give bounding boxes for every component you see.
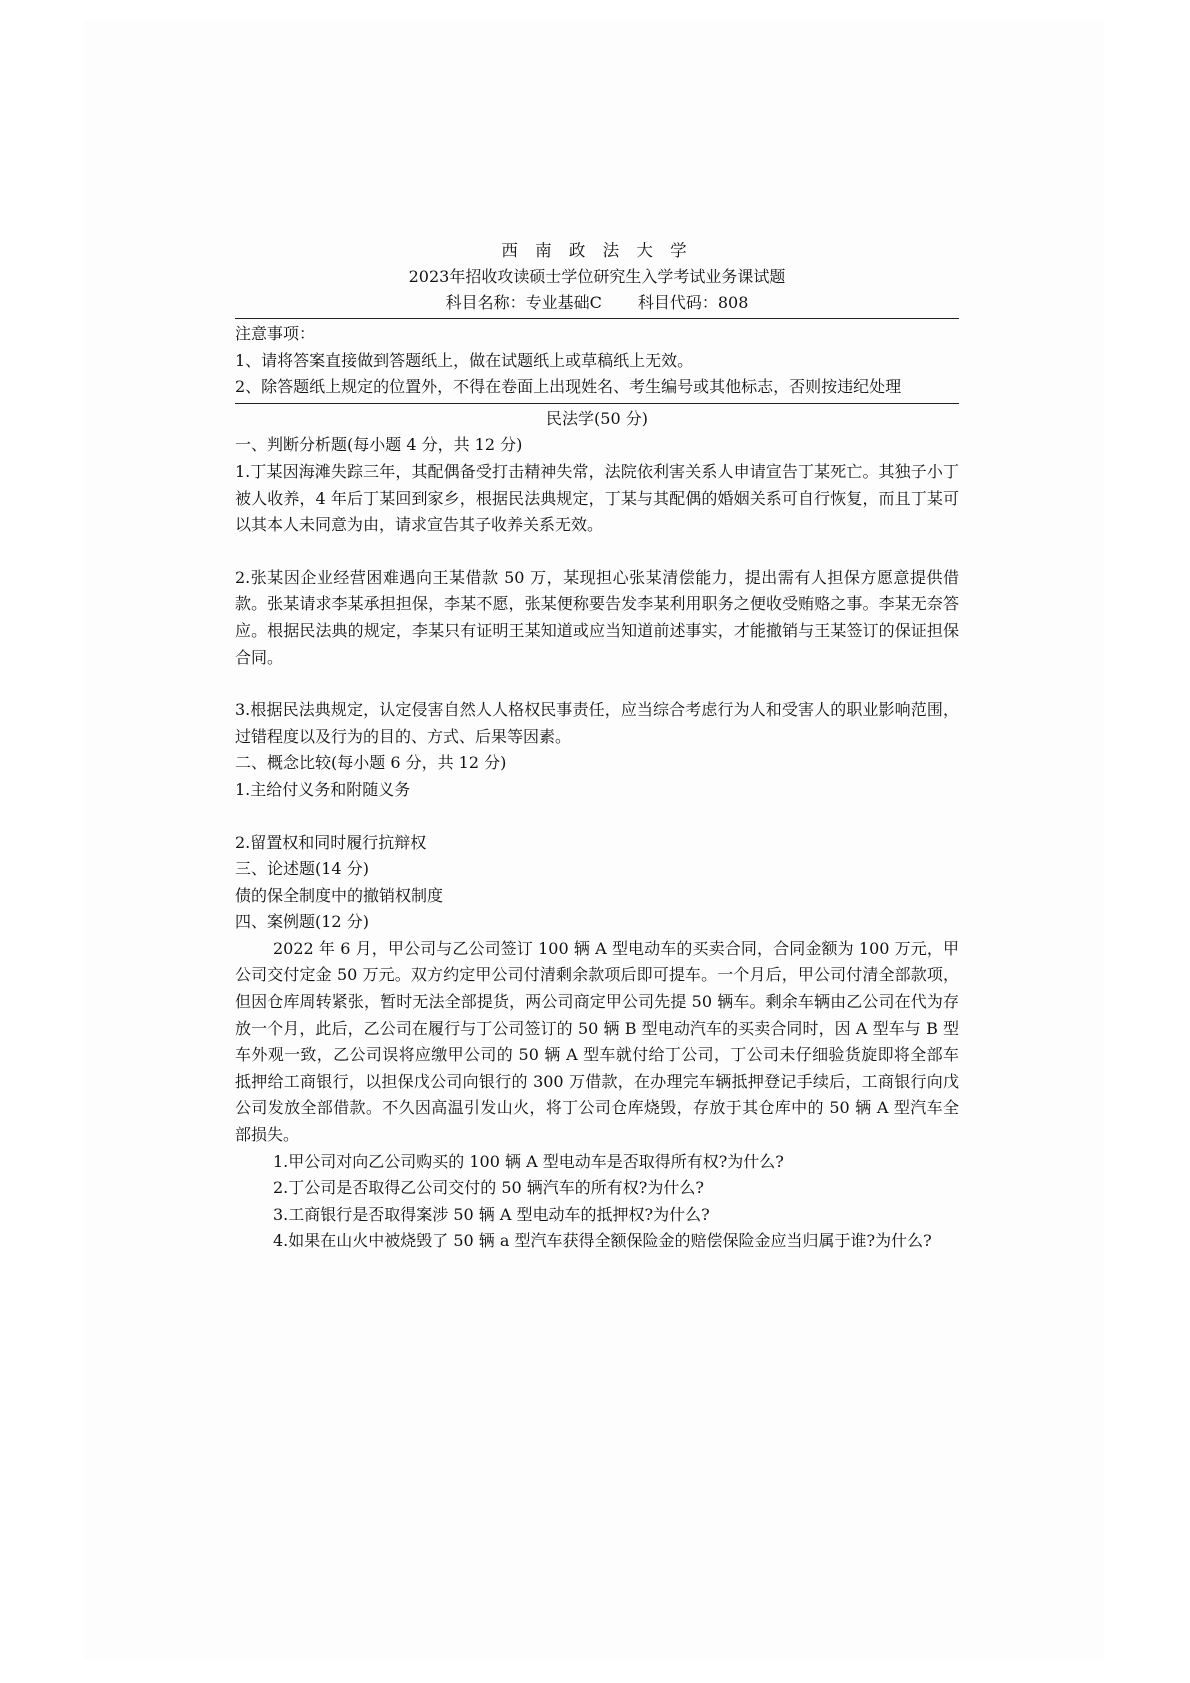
subject-code: 科目代码：808 — [637, 293, 749, 312]
case-question-4: 4.如果在山火中被烧毁了 50 辆 a 型汽车获得全额保险金的赔偿保险金应当归属于谁?为什么? — [273, 1231, 932, 1251]
section1-question-2: 2.张某因企业经营困难遇向王某借款 50 万，某现担心张某清偿能力，提出需有人担保方愿意提供借款。张某请求李某承担担保，李某不愿，张某便称要告发李某利用职务之便收受贿赂之事。李某无奈答应。根据民法典的规定，李某只有证明王某知道或应当知道前述事实，才能撤销与王某签订的保证担保合同。 — [235, 567, 959, 667]
section3-title: 三、论述题(14 分) — [235, 859, 369, 879]
note-item: 1、请将答案直接做到答题纸上，做在试题纸上或草稿纸上无效。 — [235, 350, 694, 370]
section4-title: 四、案例题(12 分) — [235, 912, 369, 932]
section3-question: 债的保全制度中的撤销权制度 — [235, 885, 444, 905]
university-name: 西 南 政 法 大 学 — [501, 241, 693, 260]
part-title: 民法学(50 分) — [546, 408, 648, 428]
case-text: 2022 年 6 月，甲公司与乙公司签订 100 辆 A 型电动车的买卖合同，合同金额为 100 万元，甲公司交付定金 50 万元。双方约定甲公司付清剩余款项后即可提车。一个月后，甲公司付清全部款项，但因仓库周转紧张，暂时无法全部提货，两公司商定甲公司先提 50 辆车。剩余车辆由乙公司在代为存放一个月，此后，乙公司在履行与丁公司签订的 50 辆 B 型电动汽车的买卖合同时，因 A 型车与 B 型车外观一致，乙公司误将应缴甲公司的 50 辆 A 型车就付给丁公司，丁公司未仔细验货旋即将全部车抵押给工商银行，以担保戊公司向银行的 300 万借款，在办理完车辆抵押登记手续后，工商银行向戊公司发放全部借款。不久因高温引发山火，将丁公司仓库烧毁，存放于其仓库中的 50 辆 A 型汽车全部损失。 — [235, 938, 959, 1145]
case-question-2: 2.丁公司是否取得乙公司交付的 50 辆汽车的所有权?为什么? — [273, 1178, 704, 1198]
section1-title: 一、判断分析题(每小题 4 分，共 12 分) — [235, 435, 523, 455]
subject-name: 科目名称：专业基础C — [445, 293, 602, 312]
exam-title: 2023年招收攻读硕士学位研究生入学考试业务课试题 — [408, 267, 786, 286]
exam-content — [235, 238, 959, 1255]
subject-line — [235, 290, 959, 316]
case-question-3: 3.工商银行是否取得案涉 50 辆 A 型电动车的抵押权?为什么? — [273, 1204, 710, 1224]
note-item: 2、除答题纸上规定的位置外，不得在卷面上出现姓名、考生编号或其他标志，否则按违纪处理 — [235, 377, 902, 397]
section2-question-2: 2.留置权和同时履行抗辩权 — [235, 832, 427, 852]
header-divider — [235, 318, 959, 319]
notes-divider — [235, 403, 959, 404]
section1-question-1: 1.丁某因海滩失踪三年，其配偶备受打击精神失常，法院依利害关系人申请宣告丁某死亡。其独子小丁被人收养，4 年后丁某回到家乡，根据民法典规定，丁某与其配偶的婚姻关系可自行恢复，而且丁某可以其本人未同意为由，请求宣告其子收养关系无效。 — [235, 461, 959, 535]
notes-title: 注意事项： — [235, 324, 316, 343]
case-question-1: 1.甲公司对向乙公司购买的 100 辆 A 型电动车是否取得所有权?为什么? — [273, 1151, 784, 1171]
section2-title: 二、概念比较(每小题 6 分，共 12 分) — [235, 753, 507, 773]
section2-question-1: 1.主给付义务和附随义务 — [235, 779, 411, 799]
section1-question-3: 3.根据民法典规定，认定侵害自然人人格权民事责任，应当综合考虑行为人和受害人的职业影响范围，过错程度以及行为的目的、方式、后果等因素。 — [235, 700, 959, 746]
